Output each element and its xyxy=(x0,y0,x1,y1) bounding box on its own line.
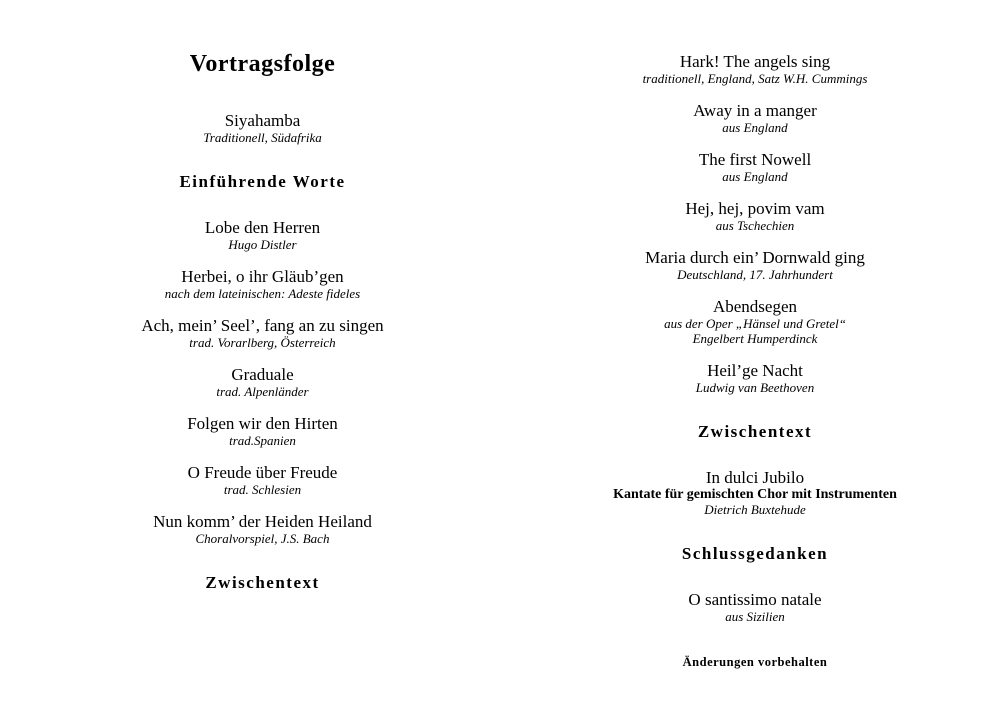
program-item-graduale xyxy=(216,365,308,399)
song-title: Abendsegen xyxy=(712,297,798,316)
song-subtitle: Traditionell, Südafrika xyxy=(203,130,322,145)
song-subtitle: Hugo Distler xyxy=(228,237,297,252)
program-item-ach-mein-seel xyxy=(141,316,383,350)
song-title: In dulci Jubilo xyxy=(705,468,805,487)
song-subtitle: trad. Vorarlberg, Österreich xyxy=(189,335,336,350)
song-title: O santissimo natale xyxy=(688,590,822,609)
song-title: Nun komm’ der Heiden Heiland xyxy=(153,512,372,531)
song-title: The first Nowell xyxy=(698,150,812,169)
song-subtitle: traditionell, England, Satz W.H. Cummings xyxy=(642,71,868,86)
song-subtitle-bold: Kantate für gemischten Chor mit Instrumenten xyxy=(613,487,897,502)
song-title: Lobe den Herren xyxy=(204,218,321,237)
program-item-in-dulci-jubilo xyxy=(613,468,897,517)
section-zwischentext-right xyxy=(698,422,812,441)
song-title: Heil’ge Nacht xyxy=(707,361,803,380)
section-einfuehrende-worte xyxy=(179,172,345,191)
changes-reserved-note xyxy=(683,655,828,670)
section-zwischentext-left xyxy=(205,573,319,592)
song-title: Siyahamba xyxy=(224,111,301,130)
song-subtitle: trad. Schlesien xyxy=(223,482,302,497)
program-item-hej-hej xyxy=(685,199,824,233)
program-item-abendsegen xyxy=(664,297,846,346)
program-item-first-nowell xyxy=(699,150,811,184)
song-subtitle: Ludwig van Beethoven xyxy=(695,380,815,395)
program-item-o-freude xyxy=(188,463,338,497)
program-item-away-in-a-manger xyxy=(693,101,817,135)
song-composer: Engelbert Humperdinck xyxy=(692,331,818,346)
section-title: Schlussgedanken xyxy=(681,544,829,563)
program-item-maria-durch xyxy=(645,248,865,282)
program-item-heilge-nacht xyxy=(696,361,814,395)
song-title: Herbei, o ihr Gläub’gen xyxy=(181,267,344,286)
program-item-o-santissimo xyxy=(688,590,821,624)
program-item-hark xyxy=(643,52,868,86)
song-title: Ach, mein’ Seel’, fang an zu singen xyxy=(141,316,384,335)
program-item-siyahamba xyxy=(203,111,321,145)
song-subtitle: trad. Alpenländer xyxy=(216,384,309,399)
song-title: Hej, hej, povim vam xyxy=(685,199,825,218)
song-title: O Freude über Freude xyxy=(187,463,338,482)
song-title: Maria durch ein’ Dornwald ging xyxy=(645,248,865,267)
song-title: Folgen wir den Hirten xyxy=(187,414,338,433)
song-title: Graduale xyxy=(231,365,294,384)
section-title: Zwischentext xyxy=(697,422,813,441)
song-subtitle: aus England xyxy=(722,169,788,184)
song-title: Hark! The angels sing xyxy=(679,52,831,71)
song-subtitle: Choralvorspiel, J.S. Bach xyxy=(195,531,330,546)
song-subtitle: nach dem lateinischen: Adeste fideles xyxy=(164,286,361,301)
note-text: Änderungen vorbehalten xyxy=(682,655,828,669)
song-subtitle: aus England xyxy=(722,120,788,135)
section-title: Zwischentext xyxy=(205,573,320,592)
song-subtitle: aus Tschechien xyxy=(715,218,795,233)
song-title: Away in a manger xyxy=(693,101,817,120)
song-subtitle: Deutschland, 17. Jahrhundert xyxy=(677,267,833,282)
song-subtitle: trad.Spanien xyxy=(229,433,296,448)
program-item-herbei xyxy=(165,267,360,301)
section-schlussgedanken xyxy=(682,544,828,563)
song-subtitle: aus der Oper „Hänsel und Gretel“ xyxy=(664,316,846,331)
program-item-nun-komm xyxy=(153,512,372,546)
song-composer: Dietrich Buxtehude xyxy=(704,502,806,517)
section-title: Einführende Worte xyxy=(179,172,346,191)
program-item-folgen-wir-den-hirten xyxy=(187,414,338,448)
left-column xyxy=(100,0,425,619)
page-title: Vortragsfolge xyxy=(189,51,336,77)
song-subtitle: aus Sizilien xyxy=(725,609,785,624)
right-column xyxy=(590,0,920,670)
program-item-lobe-den-herren xyxy=(205,218,320,252)
